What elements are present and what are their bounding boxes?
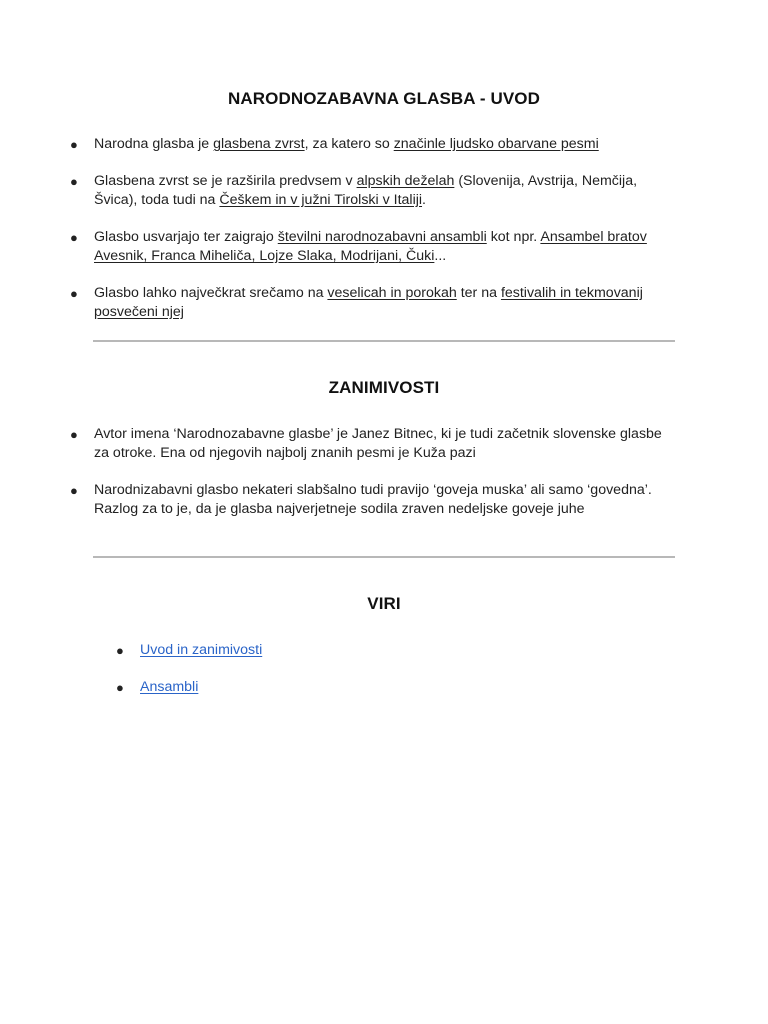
sources-link-list (116, 641, 516, 715)
list-item (70, 425, 670, 463)
section-divider-2 (93, 556, 675, 558)
source-list-item (116, 678, 516, 697)
bullet-icon: ● (70, 483, 78, 498)
underlined-text: glasbena zvrst (213, 136, 305, 152)
bullet-icon: ● (70, 286, 78, 301)
underlined-text: festivalih in tekmovanij posvečeni njej (94, 285, 643, 320)
text-segment: , za katero so (304, 136, 394, 152)
source-link[interactable]: Ansambli (140, 679, 199, 695)
facts-heading: ZANIMIVOSTI (328, 378, 440, 397)
facts-bullet-list (70, 425, 670, 537)
text-segment: ... (434, 248, 447, 264)
list-item (70, 284, 660, 322)
text-segment: Glasbo lahko največkrat srečamo na (94, 285, 328, 301)
intro-heading: NARODNOZABAVNA GLASBA - UVOD (228, 89, 540, 108)
list-item (70, 228, 660, 266)
bullet-icon: ● (70, 230, 78, 245)
section-divider-1 (93, 340, 675, 342)
bullet-icon: ● (70, 137, 78, 152)
text-segment: (Slovenija, Avstrija, Nemčija, Švica), toda tudi na (94, 173, 638, 208)
source-list-item (116, 641, 516, 660)
list-item (70, 481, 670, 519)
underlined-text: Ansambel bratov Avesnik, Franca Miheliča, Lojze Slaka, Modrijani, Čuki (94, 229, 647, 264)
bullet-icon: ● (116, 643, 124, 658)
text-segment: Glasbo usvarjajo ter zaigrajo (94, 229, 278, 245)
underlined-text: alpskih deželah (356, 173, 455, 189)
underlined-text: Češkem in v južni Tirolski v Italiji (219, 192, 423, 208)
text-segment: . (422, 192, 426, 208)
underlined-text: veselicah in porokah (327, 285, 457, 301)
sources-heading: VIRI (367, 594, 401, 613)
source-link[interactable]: Uvod in zanimivosti (140, 642, 263, 658)
list-item (70, 135, 660, 154)
text-segment: Avtor imena ‘Narodnozabavne glasbe’ je Janez Bitnec, ki je tudi začetnik slovenske glasbe za otroke. Ena od njegovih najbolj znanih pesmi je Kuža pazi (94, 426, 662, 461)
bullet-icon: ● (70, 427, 78, 442)
bullet-icon: ● (116, 680, 124, 695)
text-segment: Narodnizabavni glasbo nekateri slabšalno tudi pravijo ‘goveja muska’ ali samo ‘govedna’. Razlog za to je, da je glasba najverjetneje sodila zraven nedeljske goveje juhe (94, 482, 652, 517)
text-segment: ter na (456, 285, 501, 301)
underlined-text: značinle ljudsko obarvane pesmi (393, 136, 599, 152)
underlined-text: številni narodnozabavni ansambli (277, 229, 487, 245)
text-segment: Narodna glasba je (94, 136, 214, 152)
intro-bullet-list (70, 135, 660, 340)
text-segment: Glasbena zvrst se je razširila predvsem v (94, 173, 357, 189)
list-item (70, 172, 660, 210)
text-segment: kot npr. (486, 229, 541, 245)
bullet-icon: ● (70, 174, 78, 189)
